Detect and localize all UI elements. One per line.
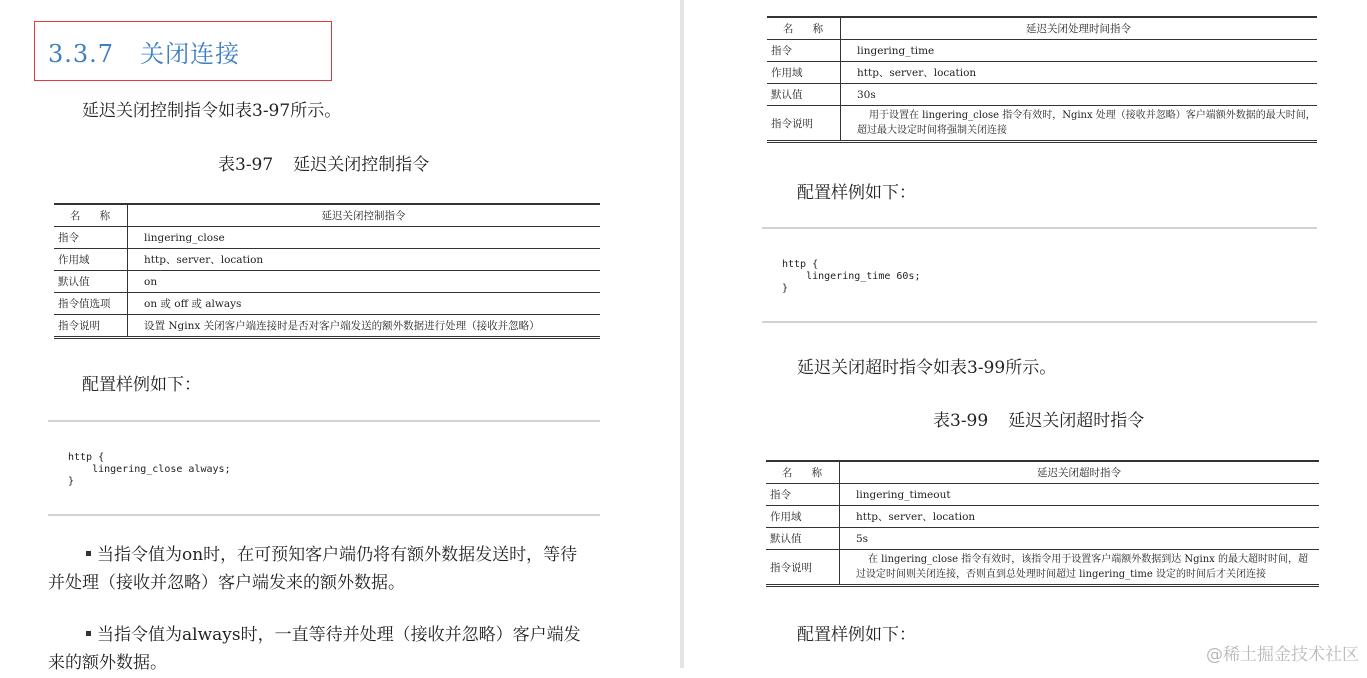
row-value bbox=[841, 106, 1318, 142]
config-example-label: 配置样例如下： bbox=[797, 183, 916, 203]
bullet-dot bbox=[86, 631, 91, 636]
code-block bbox=[762, 227, 1317, 323]
table-row bbox=[766, 528, 1319, 550]
row-value-line: 在 lingering_close 指令有效时，该指令用于设置客户端额外数据到达 Nginx 的最大超时时间，超 bbox=[868, 554, 1308, 565]
row-label: 默认值 bbox=[766, 528, 840, 550]
section-number: 3.3.7 bbox=[48, 40, 115, 68]
intro-paragraph: 延迟关闭超时指令如表3-99所示。 bbox=[797, 358, 1057, 378]
table-header-row bbox=[767, 17, 1317, 40]
section-heading bbox=[48, 34, 240, 69]
table-caption-title: 延迟关闭超时指令 bbox=[1008, 411, 1145, 431]
right-page bbox=[684, 0, 1367, 668]
bullet-continuation: 并处理（接收并忽略）客户端发来的额外数据。 bbox=[48, 573, 405, 593]
table-caption bbox=[933, 406, 1144, 431]
row-value: 5s bbox=[840, 528, 1320, 550]
table-row bbox=[767, 106, 1317, 142]
code-text: http { lingering_close always; } bbox=[68, 452, 231, 487]
table-header-row bbox=[54, 204, 600, 227]
row-value: http、server、location bbox=[128, 249, 601, 271]
table-caption-title: 延迟关闭控制指令 bbox=[293, 155, 430, 175]
table-caption bbox=[218, 150, 429, 175]
row-value: lingering_close bbox=[128, 227, 601, 249]
header-name: 名 称 bbox=[767, 17, 841, 40]
header-value: 延迟关闭处理时间指令 bbox=[841, 17, 1318, 40]
row-label: 指令 bbox=[54, 227, 128, 249]
table-row bbox=[767, 40, 1317, 62]
row-label: 指令说明 bbox=[54, 315, 128, 338]
table-row bbox=[54, 271, 600, 293]
row-label: 指令 bbox=[766, 484, 840, 506]
bullet-text: 当指令值为on时，在可预知客户端仍将有额外数据发送时，等待 bbox=[97, 545, 578, 565]
table-row bbox=[766, 550, 1319, 586]
table-row bbox=[767, 84, 1317, 106]
row-value: http、server、location bbox=[841, 62, 1318, 84]
header-value: 延迟关闭控制指令 bbox=[128, 204, 601, 227]
table-row bbox=[54, 315, 600, 338]
bullet-dot bbox=[86, 551, 91, 556]
row-value: on bbox=[128, 271, 601, 293]
table-row bbox=[54, 249, 600, 271]
table-header-row bbox=[766, 461, 1319, 484]
bullet-item bbox=[86, 540, 577, 570]
row-value: on 或 off 或 always bbox=[128, 293, 601, 315]
table-row bbox=[767, 62, 1317, 84]
row-label: 指令说明 bbox=[766, 550, 840, 586]
row-value-line: 过设定时间则关闭连接，否则直到总处理时间超过 lingering_time 设定的时间后才关闭连接 bbox=[856, 569, 1266, 580]
header-name: 名 称 bbox=[54, 204, 128, 227]
left-page bbox=[0, 0, 680, 673]
row-label: 作用域 bbox=[766, 506, 840, 528]
table-caption-number: 表3-97 bbox=[218, 155, 274, 175]
table-row bbox=[766, 506, 1319, 528]
header-name: 名 称 bbox=[766, 461, 840, 484]
row-value: 设置 Nginx 关闭客户端连接时是否对客户端发送的额外数据进行处理（接收并忽略） bbox=[128, 315, 601, 338]
code-text: http { lingering_time 60s; } bbox=[782, 259, 921, 294]
table-row bbox=[766, 484, 1319, 506]
directive-table-lingering-close bbox=[54, 203, 600, 339]
section-title: 关闭连接 bbox=[140, 40, 241, 68]
row-value: lingering_timeout bbox=[840, 484, 1320, 506]
row-label: 作用域 bbox=[767, 62, 841, 84]
table-row bbox=[54, 227, 600, 249]
row-label: 作用域 bbox=[54, 249, 128, 271]
row-label: 默认值 bbox=[54, 271, 128, 293]
row-label: 指令说明 bbox=[767, 106, 841, 142]
bullet-text: 当指令值为always时，一直等待并处理（接收并忽略）客户端发 bbox=[97, 625, 581, 645]
intro-paragraph: 延迟关闭控制指令如表3-97所示。 bbox=[82, 101, 342, 121]
directive-table-lingering-time bbox=[767, 16, 1317, 143]
config-example-label: 配置样例如下： bbox=[797, 625, 916, 645]
row-label: 指令值选项 bbox=[54, 293, 128, 315]
row-label: 指令 bbox=[767, 40, 841, 62]
bullet-item bbox=[86, 620, 581, 650]
directive-table-lingering-timeout bbox=[766, 460, 1319, 587]
code-block bbox=[48, 420, 600, 516]
row-value: 30s bbox=[841, 84, 1318, 106]
bullet-continuation: 来的额外数据。 bbox=[48, 653, 167, 673]
table-row bbox=[54, 293, 600, 315]
table-caption-number: 表3-99 bbox=[933, 411, 989, 431]
row-value-line: 超过最大设定时间将强制关闭连接 bbox=[857, 125, 1007, 136]
header-value: 延迟关闭超时指令 bbox=[840, 461, 1320, 484]
row-value-line: 用于设置在 lingering_close 指令有效时，Nginx 处理（接收并忽略）客户端额外数据的最大时间， bbox=[869, 110, 1316, 121]
row-value bbox=[840, 550, 1320, 586]
config-example-label: 配置样例如下： bbox=[82, 375, 201, 395]
row-value: http、server、location bbox=[840, 506, 1320, 528]
row-value: lingering_time bbox=[841, 40, 1318, 62]
row-label: 默认值 bbox=[767, 84, 841, 106]
site-watermark: @稀土掘金技术社区 bbox=[1206, 645, 1359, 665]
